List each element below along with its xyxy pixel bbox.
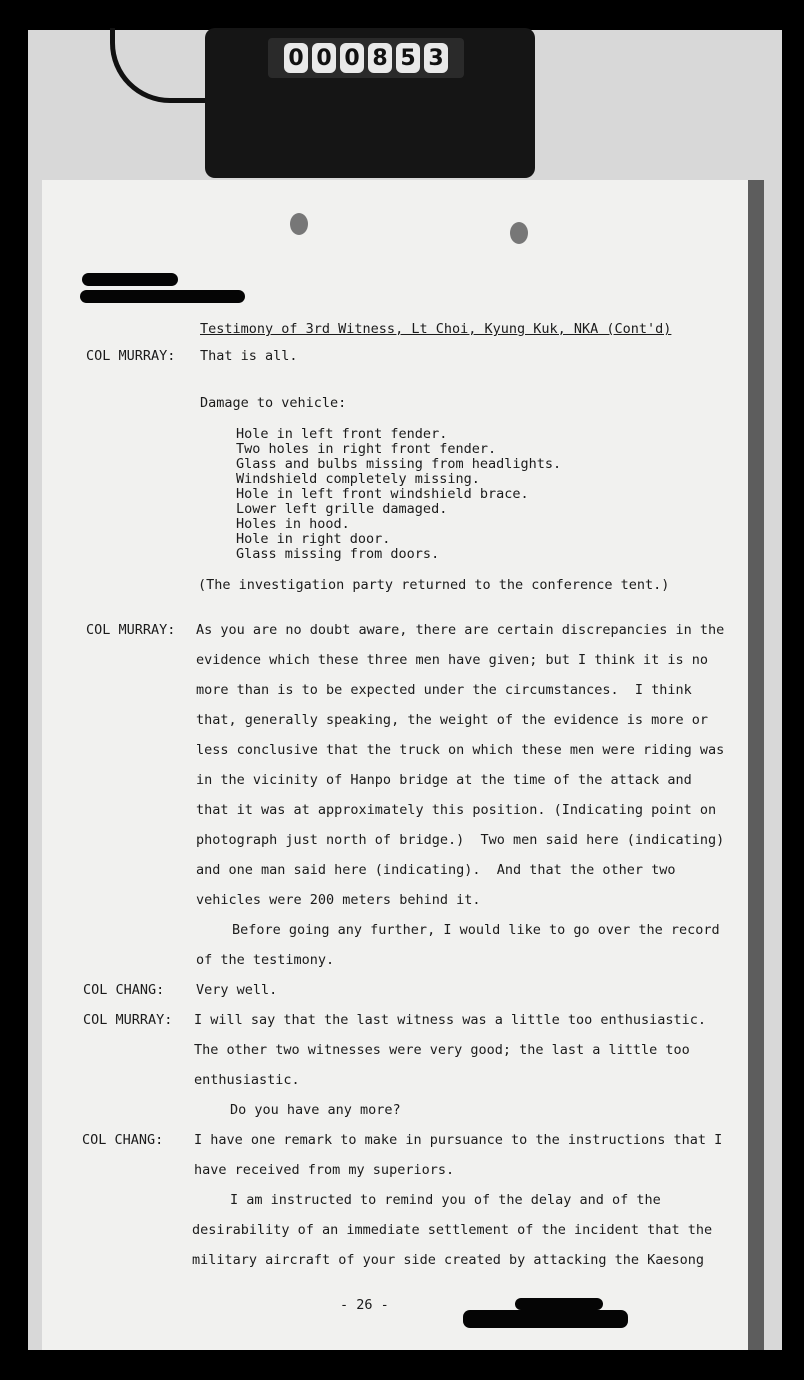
counter-digit: 3 (424, 43, 448, 73)
testimony-line: have received from my superiors. (194, 1162, 455, 1178)
punch-hole (290, 213, 308, 235)
testimony-line: Before going any further, I would like to go over the record (232, 922, 720, 938)
damage-item: Lower left grille damaged. (236, 501, 448, 517)
counter-digit: 5 (396, 43, 420, 73)
redaction-bar (82, 273, 178, 286)
testimony-line: I have one remark to make in pursuance to the instructions that I (194, 1132, 723, 1148)
speaker-label: COL CHANG: (83, 982, 165, 998)
document-heading: Testimony of 3rd Witness, Lt Choi, Kyung Kuk, NKA (Cont'd) (200, 321, 672, 337)
testimony-line: in the vicinity of Hanpo bridge at the time of the attack and (196, 772, 692, 788)
testimony-line: desirability of an immediate settlement of the incident that the (192, 1222, 713, 1238)
testimony-line: less conclusive that the truck on which these men were riding was (196, 742, 725, 758)
damage-item: Windshield completely missing. (236, 471, 480, 487)
speaker-label: COL MURRAY: (83, 1012, 173, 1028)
speaker-label: COL MURRAY: (86, 348, 176, 364)
damage-item: Glass missing from doors. (236, 546, 440, 562)
damage-item: Glass and bulbs missing from headlights. (236, 456, 562, 472)
testimony-line: I am instructed to remind you of the delay and of the (230, 1192, 661, 1208)
testimony-line: more than is to be expected under the circumstances. I think (196, 682, 692, 698)
testimony-line: Very well. (196, 982, 278, 998)
damage-item: Hole in left front fender. (236, 426, 448, 442)
testimony-line: That is all. (200, 348, 298, 364)
testimony-line: photograph just north of bridge.) Two men said here (indicating) (196, 832, 725, 848)
counter-digit: 8 (368, 43, 392, 73)
testimony-line: and one man said here (indicating). And that the other two (196, 862, 676, 878)
testimony-line: I will say that the last witness was a little too enthusiastic. (194, 1012, 707, 1028)
damage-item: Hole in left front windshield brace. (236, 486, 529, 502)
counter-digit: 0 (284, 43, 308, 73)
page-number: - 26 - (340, 1297, 389, 1313)
counter-digit: 0 (340, 43, 364, 73)
testimony-line: vehicles were 200 meters behind it. (196, 892, 481, 908)
damage-item: Two holes in right front fender. (236, 441, 497, 457)
redaction-bar (80, 290, 245, 303)
speaker-label: COL MURRAY: (86, 622, 176, 638)
testimony-line: of the testimony. (196, 952, 335, 968)
speaker-label: COL CHANG: (82, 1132, 164, 1148)
punch-hole (510, 222, 528, 244)
damage-item: Hole in right door. (236, 531, 391, 547)
redaction-bar (515, 1298, 603, 1310)
testimony-line: The other two witnesses were very good; the last a little too (194, 1042, 690, 1058)
testimony-line: that it was at approximately this position. (Indicating point on (196, 802, 717, 818)
testimony-line: Do you have any more? (230, 1102, 401, 1118)
testimony-line: As you are no doubt aware, there are certain discrepancies in the (196, 622, 725, 638)
testimony-line: enthusiastic. (194, 1072, 300, 1088)
testimony-line: military aircraft of your side created by attacking the Kaesong (192, 1252, 705, 1268)
testimony-line: evidence which these three men have given; but I think it is no (196, 652, 709, 668)
redaction-bar (463, 1310, 628, 1328)
frame-counter (268, 38, 464, 78)
testimony-line: that, generally speaking, the weight of the evidence is more or (196, 712, 709, 728)
damage-item: Holes in hood. (236, 516, 350, 532)
stage-direction: (The investigation party returned to the conference tent.) (198, 577, 670, 593)
counter-digit: 0 (312, 43, 336, 73)
testimony-line: Damage to vehicle: (200, 395, 347, 411)
